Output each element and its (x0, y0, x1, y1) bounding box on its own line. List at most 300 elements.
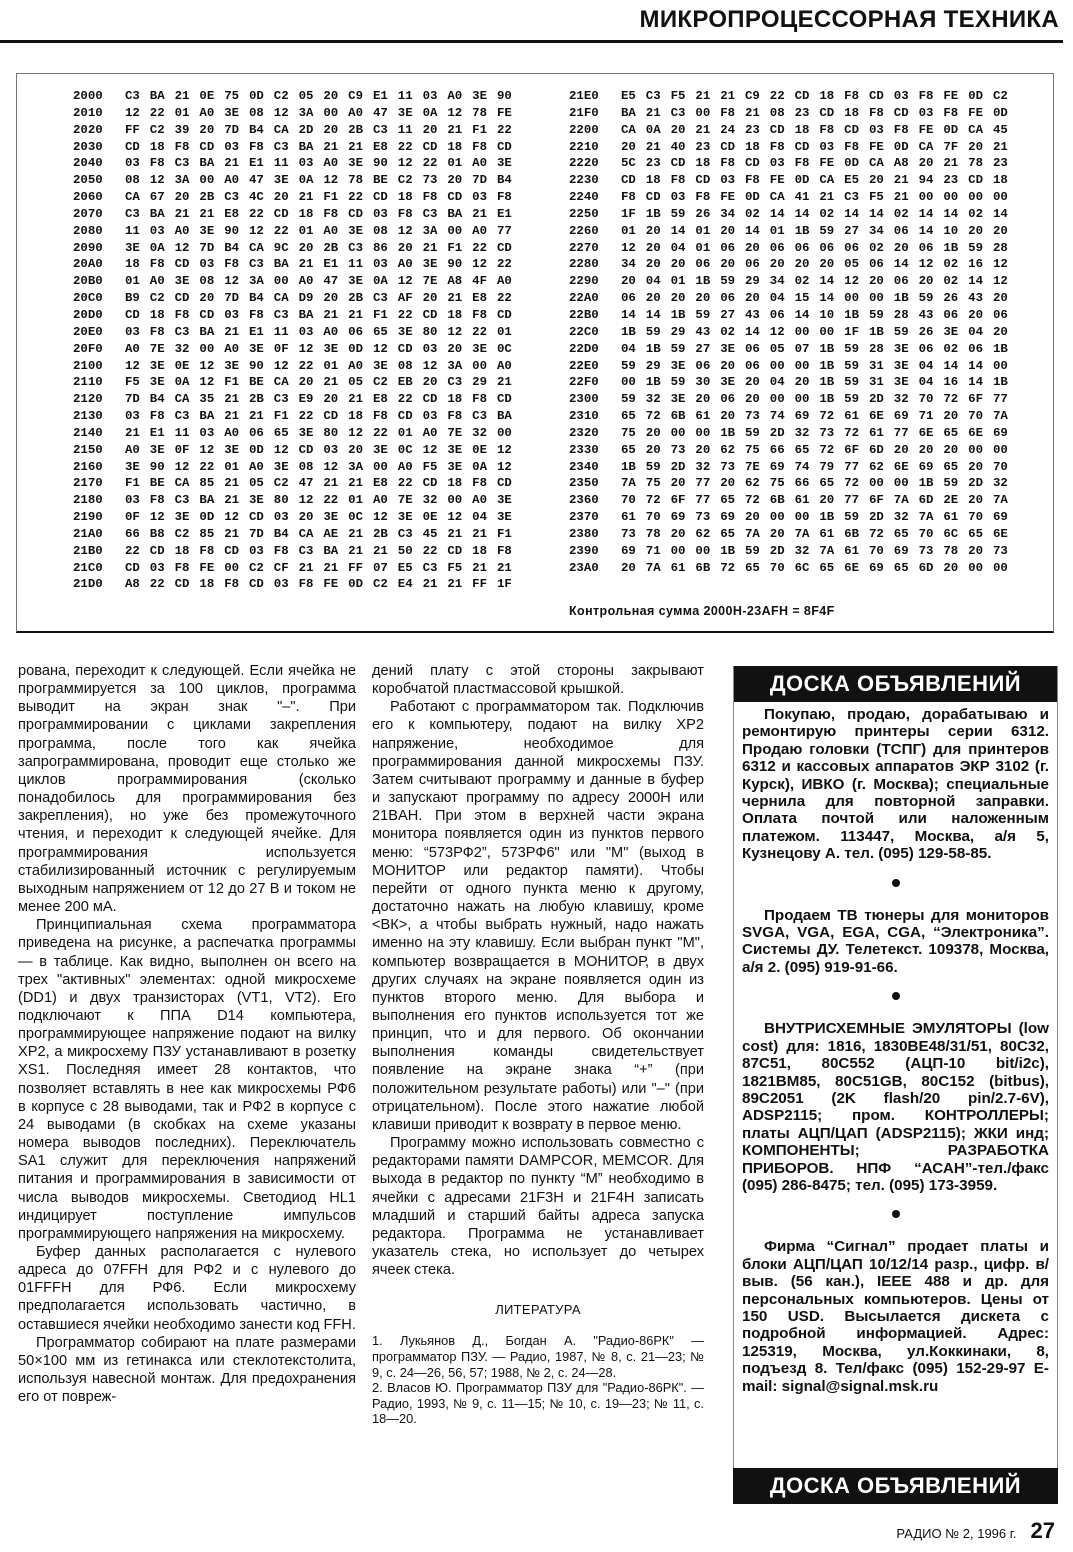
hex-byte: 65 (621, 409, 636, 424)
hex-byte: 1B (844, 307, 860, 322)
hex-byte: 2D (769, 425, 785, 440)
hex-byte: F8 (893, 122, 909, 137)
hex-byte: 20 (794, 375, 810, 390)
hex-row (569, 206, 1018, 223)
hex-byte: 73 (819, 425, 835, 440)
hex-byte: B4 (496, 173, 512, 188)
hex-address: 2060 (73, 190, 103, 205)
hex-byte: 74 (769, 409, 785, 424)
hex-byte: 20 (621, 274, 636, 289)
hex-byte: 59 (645, 324, 661, 339)
hex-byte: 62 (720, 442, 736, 457)
hex-byte: A0 (472, 493, 488, 508)
hex-byte: CD (720, 139, 736, 154)
hex-row (73, 509, 522, 526)
hex-row (569, 391, 1018, 408)
hex-byte: 22 (149, 105, 165, 120)
hex-byte: 1B (992, 341, 1008, 356)
hex-byte: C2 (372, 577, 388, 592)
hex-byte: 62 (695, 526, 711, 541)
hex-row (73, 358, 522, 375)
hex-byte: 08 (397, 358, 413, 373)
hex-row (73, 560, 522, 577)
hex-byte: 06 (720, 240, 736, 255)
hex-byte: 14 (968, 375, 984, 390)
hex-byte: 3E (149, 358, 165, 373)
hex-byte: 02 (819, 206, 835, 221)
hex-byte: E8 (372, 139, 388, 154)
hex-byte: 7D (125, 392, 140, 407)
hex-byte: 21 (224, 324, 240, 339)
hex-byte: CD (174, 291, 190, 306)
hex-byte: 03 (149, 560, 165, 575)
hex-address: 2180 (73, 493, 103, 508)
hex-byte: 21 (447, 526, 463, 541)
hex-byte: 6D (868, 442, 884, 457)
hex-byte: 14 (769, 206, 785, 221)
hex-byte: A0 (472, 156, 488, 171)
hex-byte: 1B (819, 392, 835, 407)
hex-byte: CD (496, 476, 512, 491)
hex-byte: 20 (968, 307, 984, 322)
hex-byte: CA (621, 122, 636, 137)
hex-byte: 20 (422, 291, 438, 306)
hex-byte: F8 (472, 139, 488, 154)
hex-byte: 20 (968, 459, 984, 474)
hex-address: 2200 (569, 122, 599, 137)
hex-byte: 3E (397, 324, 413, 339)
hex-byte: 20 (720, 476, 736, 491)
hex-byte: 69 (621, 543, 636, 558)
hex-byte: 20 (720, 257, 736, 272)
hex-byte: 73 (695, 510, 711, 525)
hex-row (73, 475, 522, 492)
hex-byte: F8 (199, 543, 215, 558)
hex-byte: 06 (248, 425, 264, 440)
hex-byte: 00 (794, 510, 810, 525)
hex-byte: 3E (348, 274, 364, 289)
hex-byte: 21 (323, 560, 339, 575)
hex-byte: 00 (447, 493, 463, 508)
hex-byte: 69 (670, 510, 686, 525)
hex-byte: C3 (273, 307, 289, 322)
hex-byte: 20 (744, 510, 760, 525)
hex-byte: A0 (125, 442, 140, 457)
hex-byte: F8 (273, 543, 289, 558)
hex-byte: 22 (397, 476, 413, 491)
hex-byte: 20 (447, 173, 463, 188)
hex-byte: 01 (348, 493, 364, 508)
hex-byte: 72 (844, 425, 860, 440)
hex-byte: 18 (794, 122, 810, 137)
hex-row (73, 576, 522, 593)
hex-byte: 77 (496, 223, 512, 238)
hex-byte: 21 (695, 89, 711, 103)
hex-byte: C9 (348, 89, 364, 103)
bullet-icon (892, 1210, 900, 1218)
hex-byte: C3 (224, 190, 240, 205)
hex-byte: 05 (248, 476, 264, 491)
hex-byte: F8 (621, 190, 636, 205)
hex-byte: 47 (248, 173, 264, 188)
hex-byte: 30 (695, 375, 711, 390)
hex-dump-table (16, 73, 1054, 633)
hex-row (73, 307, 522, 324)
hex-byte: 3E (224, 358, 240, 373)
hex-row (73, 88, 522, 105)
hex-row (569, 139, 1018, 156)
hex-byte: 86 (372, 240, 388, 255)
hex-address: 22E0 (569, 358, 599, 373)
hex-byte: 77 (844, 493, 860, 508)
hex-byte: 20 (422, 375, 438, 390)
article-column-2-body (372, 662, 704, 1279)
hex-byte: A0 (174, 223, 190, 238)
hex-byte: A8 (447, 274, 463, 289)
hex-byte: 21 (695, 122, 711, 137)
hex-byte: 32 (645, 392, 661, 407)
hex-row (73, 543, 522, 560)
hex-byte: CD (174, 577, 190, 592)
hex-byte: 06 (720, 291, 736, 306)
hex-byte: 26 (695, 206, 711, 221)
hex-row (73, 172, 522, 189)
hex-byte: 69 (893, 409, 909, 424)
hex-byte: 65 (893, 560, 909, 575)
hex-byte: 59 (744, 543, 760, 558)
hex-byte: 3E (149, 442, 165, 457)
hex-byte: 59 (844, 341, 860, 356)
hex-row (569, 324, 1018, 341)
hex-row (569, 223, 1018, 240)
hex-byte: F8 (819, 122, 835, 137)
hex-byte: CD (794, 89, 810, 103)
hex-byte: 21 (323, 307, 339, 322)
hex-byte: 22 (199, 459, 215, 474)
hex-byte: 22 (149, 577, 165, 592)
hex-byte: F1 (323, 190, 339, 205)
hex-address: 2030 (73, 139, 103, 154)
hex-byte: CD (422, 139, 438, 154)
hex-address: 2010 (73, 105, 103, 120)
hex-byte: B4 (248, 122, 264, 137)
hex-byte: 08 (199, 274, 215, 289)
hex-address: 2110 (73, 375, 103, 390)
hex-byte: 7D (199, 240, 215, 255)
hex-byte: 01 (695, 240, 711, 255)
hex-byte: 00 (273, 274, 289, 289)
hex-byte: 79 (819, 459, 835, 474)
hex-byte: C3 (670, 105, 686, 120)
hex-byte: F8 (248, 307, 264, 322)
hex-byte: 59 (621, 392, 636, 407)
hex-byte: 59 (720, 274, 736, 289)
hex-byte: 71 (918, 409, 934, 424)
hex-byte: F8 (397, 206, 413, 221)
hex-byte: 2B (348, 291, 364, 306)
hex-byte: 0A (298, 173, 314, 188)
hex-byte: 69 (769, 459, 785, 474)
hex-byte: 21 (323, 139, 339, 154)
hex-byte: 75 (744, 442, 760, 457)
hex-row (569, 155, 1018, 172)
hex-byte: 1B (670, 307, 686, 322)
hex-byte: 06 (695, 358, 711, 373)
hex-byte: 29 (472, 375, 488, 390)
hex-byte: CA (918, 139, 934, 154)
hex-byte: 72 (943, 392, 959, 407)
hex-byte: 34 (621, 257, 636, 272)
hex-byte: 2E (943, 493, 959, 508)
hex-byte: 20 (943, 409, 959, 424)
hex-byte: 3E (893, 375, 909, 390)
article-column-2 (372, 662, 704, 1427)
hex-byte: 27 (844, 223, 860, 238)
hex-byte: 0D (348, 341, 364, 356)
checksum-label: Контрольная сумма 2000H-23AFH = 8F4F (569, 604, 835, 618)
hex-byte: 1B (621, 459, 636, 474)
hex-byte: 03 (199, 425, 215, 440)
hex-byte: 12 (298, 341, 314, 356)
hex-byte: 71 (645, 543, 661, 558)
hex-byte: 0A (472, 459, 488, 474)
hex-byte: 1B (621, 324, 636, 339)
hex-byte: BA (199, 324, 215, 339)
hex-byte: BA (496, 409, 512, 424)
hex-byte: 00 (794, 358, 810, 373)
hex-byte: 00 (968, 190, 984, 205)
hex-byte: 47 (372, 105, 388, 120)
hex-row (73, 442, 522, 459)
hex-byte: 00 (372, 459, 388, 474)
hex-byte: 20 (744, 375, 760, 390)
hex-byte: F5 (422, 459, 438, 474)
hex-byte: 22 (323, 493, 339, 508)
hex-byte: F8 (447, 409, 463, 424)
hex-byte: F8 (224, 577, 240, 592)
hex-byte: 23 (744, 122, 760, 137)
hex-byte: 03 (224, 307, 240, 322)
article-paragraph: Работают с программатором так. Подключив его к компьютеру, подают на вилку XP2 напряжение, необходимое для программирования данной микросхемы ПЗУ. Затем считывают программу и данные в буфер и запускают программу по адресу 2000H или 21BAH. При этом в верхней части экрана монитора появляется один из пунктов первого меню: “573РФ2”, 573РФ6" или "М" (выход в МОНИТОР или редактор памяти). Чтобы перейти от одного пункта меню к другому, достаточно нажать на любую клавишу, кроме <ВК>, а чтобы выбрать нужный, надо нажать именно на эту клавишу. Если выбран пункт "М", компьютер возвращается в МОНИТОР, в двух других случаях на экране появляется один из пунктов второго меню. Для выбора и выполнения его пунктов используется тот же принцип, что и для первого. Об окончании выполнения команды свидетельствует появление на экране знака “+” (при положительном результате работы) или "–" (при отрицательном). После этого нажатие любой клавиши приводит к возврату в первое меню. (372, 699, 704, 1133)
hex-byte: CD (125, 307, 140, 322)
hex-byte: 7D (224, 122, 240, 137)
hex-byte: 3E (323, 510, 339, 525)
hex-byte: CD (695, 173, 711, 188)
hex-byte: CD (844, 122, 860, 137)
hex-byte: 0E (472, 442, 488, 457)
hex-byte: 72 (819, 442, 835, 457)
hex-byte: FE (819, 156, 835, 171)
hex-byte: E8 (372, 392, 388, 407)
hex-byte: CD (621, 173, 636, 188)
hex-byte: CD (199, 139, 215, 154)
hex-byte: 20 (645, 442, 661, 457)
hex-byte: 03 (149, 223, 165, 238)
hex-byte: 20 (720, 358, 736, 373)
hex-byte: 43 (695, 324, 711, 339)
hex-byte: 1B (819, 375, 835, 390)
classifieds-banner-top: ДОСКА ОБЪЯВЛЕНИЙ (734, 666, 1057, 702)
hex-byte: 61 (794, 493, 810, 508)
hex-byte: 18 (819, 89, 835, 103)
hex-byte: 3E (447, 442, 463, 457)
hex-byte: 22 (372, 425, 388, 440)
hex-byte: F8 (422, 190, 438, 205)
hex-address: 2040 (73, 156, 103, 171)
hex-byte: 14 (819, 291, 835, 306)
hex-address: 2310 (569, 409, 599, 424)
hex-byte: 01 (174, 105, 190, 120)
hex-row (73, 290, 522, 307)
hex-byte: 27 (720, 307, 736, 322)
hex-byte: 6D (918, 493, 934, 508)
hex-byte: 74 (794, 459, 810, 474)
hex-byte: 12 (918, 257, 934, 272)
hex-byte: 20 (323, 89, 339, 103)
hex-byte: FE (199, 560, 215, 575)
hex-byte: 14 (918, 206, 934, 221)
hex-byte: E1 (248, 156, 264, 171)
hex-byte: A0 (298, 274, 314, 289)
hex-byte: 06 (918, 240, 934, 255)
hex-byte: C9 (744, 89, 760, 103)
page-footer (896, 1518, 1055, 1544)
hex-byte: 3A (248, 274, 264, 289)
classifieds-banner-bottom: ДОСКА ОБЪЯВЛЕНИЙ (733, 1468, 1058, 1504)
hex-byte: 21 (224, 476, 240, 491)
hex-byte: 20 (670, 257, 686, 272)
hex-byte: 22 (472, 324, 488, 339)
hex-byte: 6E (968, 425, 984, 440)
hex-byte: 78 (968, 156, 984, 171)
hex-byte: 23 (645, 156, 661, 171)
hex-byte: 20 (968, 543, 984, 558)
hex-byte: 65 (372, 324, 388, 339)
hex-byte: 69 (868, 560, 884, 575)
hex-byte: 6B (670, 409, 686, 424)
hex-byte: 06 (744, 257, 760, 272)
hex-byte: 00 (199, 341, 215, 356)
hex-byte: 31 (868, 358, 884, 373)
hex-byte: 73 (992, 543, 1008, 558)
hex-byte: 1B (819, 358, 835, 373)
hex-byte: 20 (670, 122, 686, 137)
hex-byte: 3E (348, 156, 364, 171)
hex-byte: A0 (323, 223, 339, 238)
hex-byte: 2D (769, 543, 785, 558)
hex-byte: 23 (943, 173, 959, 188)
hex-byte: CA (248, 240, 264, 255)
hex-byte: 00 (794, 324, 810, 339)
hex-byte: 14 (744, 223, 760, 238)
hex-row (73, 223, 522, 240)
hex-byte: 3E (273, 173, 289, 188)
hex-byte: 69 (992, 510, 1008, 525)
hex-byte: F8 (744, 173, 760, 188)
hex-byte: 02 (794, 274, 810, 289)
hex-byte: 6E (893, 459, 909, 474)
hex-byte: 0E (422, 510, 438, 525)
hex-address: 2070 (73, 206, 103, 221)
hex-byte: 7A (992, 409, 1008, 424)
hex-byte: 03 (125, 409, 140, 424)
hex-byte: C2 (372, 375, 388, 390)
hex-byte: CD (199, 307, 215, 322)
hex-byte: 61 (868, 425, 884, 440)
hex-byte: CA (273, 375, 289, 390)
hex-address: 23A0 (569, 560, 599, 575)
hex-byte: 3E (447, 459, 463, 474)
hex-byte: 10 (943, 223, 959, 238)
hex-byte: C3 (472, 409, 488, 424)
hex-row (73, 240, 522, 257)
hex-byte: 20 (868, 274, 884, 289)
hex-byte: 20 (695, 392, 711, 407)
hex-byte: F8 (695, 190, 711, 205)
hex-byte: 20 (273, 190, 289, 205)
hex-address: 2290 (569, 274, 599, 289)
hex-byte: 01 (769, 223, 785, 238)
hex-byte: 18 (695, 156, 711, 171)
hex-byte: 02 (893, 206, 909, 221)
hex-address: 21C0 (73, 560, 103, 575)
hex-byte: 23 (992, 156, 1008, 171)
hex-byte: 3E (298, 425, 314, 440)
hex-byte: 01 (496, 324, 512, 339)
hex-byte: 01 (695, 223, 711, 238)
hex-byte: 12 (496, 459, 512, 474)
hex-byte: 00 (224, 560, 240, 575)
hex-byte: 61 (670, 560, 686, 575)
hex-byte: 31 (868, 375, 884, 390)
hex-byte: 1B (794, 223, 810, 238)
hex-byte: 69 (918, 459, 934, 474)
hex-byte: 06 (769, 240, 785, 255)
hex-row (569, 290, 1018, 307)
hex-byte: 03 (670, 190, 686, 205)
hex-byte: 65 (893, 526, 909, 541)
hex-address: 2050 (73, 173, 103, 188)
hex-byte: 14 (794, 206, 810, 221)
hex-byte: CD (670, 156, 686, 171)
hex-byte: 72 (720, 560, 736, 575)
hex-byte: 04 (968, 324, 984, 339)
hex-byte: 32 (695, 459, 711, 474)
hex-byte: 05 (844, 257, 860, 272)
hex-byte: 21 (447, 122, 463, 137)
hex-byte: 01 (298, 223, 314, 238)
hex-byte: 69 (720, 510, 736, 525)
hex-byte: 29 (670, 324, 686, 339)
hex-row (73, 105, 522, 122)
hex-byte: FE (918, 122, 934, 137)
hex-byte: 12 (125, 105, 140, 120)
ad-separator (734, 863, 1057, 903)
hex-byte: 02 (968, 206, 984, 221)
hex-byte: 14 (819, 274, 835, 289)
hex-byte: 00 (992, 190, 1008, 205)
hex-byte: C3 (298, 543, 314, 558)
article-paragraph: Принципиальная схема программатора приведена на рисунке, а распечатка программы — в таблице. Как видно, выполнен он всего на трех "активных" элементах: одной микросхеме (DD1) и двух транзисторах (VT1, VT2). Его подключают к ППА D14 компьютера, программирующее напряжение подают на вилку XP2, а микросхему ПЗУ устанавливают в розетку XS1. Последняя имеет 28 контактов, что позволяет вставлять в нее как микросхемы РФ6 в корпусе с 28 выводами, так и РФ2 в корпусе с 24 выводами (в скобках на схеме указаны номера выводов последних). Переключатель SA1 служит для переключения напряжений питания и программирования в зависимости от числа выводов микросхемы. Светодиод HL1 индицирует поступление импульсов программирующего напряжения на микросхему. (18, 917, 356, 1242)
hex-row (73, 139, 522, 156)
hex-byte: BA (149, 206, 165, 221)
hex-row (73, 189, 522, 206)
hex-byte: C3 (348, 240, 364, 255)
hex-address: 21B0 (73, 543, 103, 558)
hex-byte: 65 (943, 459, 959, 474)
hex-byte: 1B (868, 324, 884, 339)
hex-byte: 14 (943, 358, 959, 373)
